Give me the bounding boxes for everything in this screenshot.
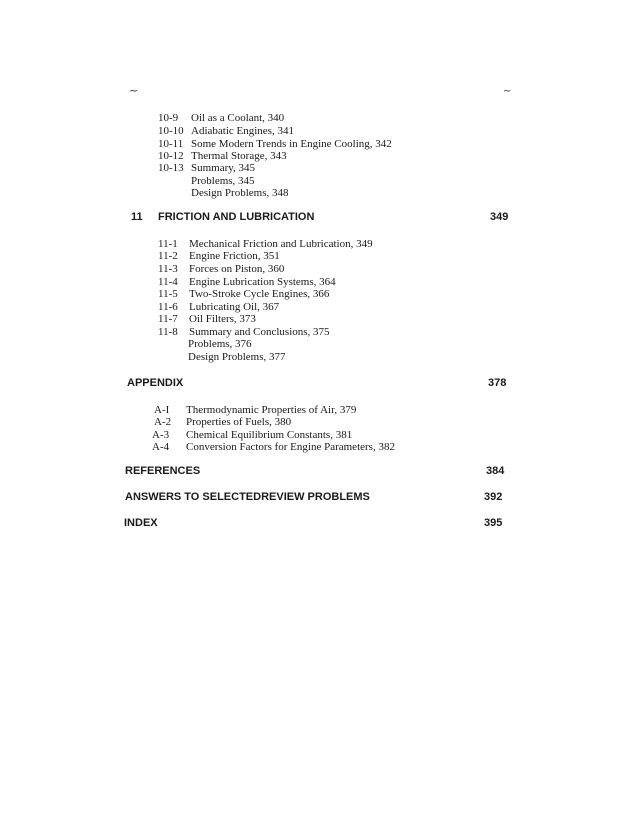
answers-heading: ANSWERS TO SELECTEDREVIEW PROBLEMS <box>125 491 370 503</box>
entry-title: Summary and Conclusions, 375 <box>189 326 330 338</box>
entry-title: Lubricating Oil, 367 <box>189 301 280 313</box>
entry-title: Mechanical Friction and Lubrication, 349 <box>189 238 373 250</box>
answers-page: 392 <box>484 491 503 503</box>
left-tilde-mark: ~ <box>129 84 139 97</box>
appendix-page: 378 <box>488 377 507 389</box>
problems-entry: Problems, 376 <box>188 338 252 350</box>
entry-title: Oil as a Coolant, 340 <box>191 112 285 124</box>
entry-title: Some Modern Trends in Engine Cooling, 342 <box>191 138 392 150</box>
index-heading: INDEX <box>124 517 158 529</box>
references-page: 384 <box>486 465 505 477</box>
entry-number: 10-9 <box>158 112 179 124</box>
entry-number: 11-4 <box>158 276 178 288</box>
entry-number: A-3 <box>152 429 170 441</box>
entry-number: 10-12 <box>158 150 184 162</box>
entry-title: Two-Stroke Cycle Engines, 366 <box>189 288 330 300</box>
entry-title: Thermal Storage, 343 <box>191 150 287 162</box>
references-heading: REFERENCES <box>125 465 201 477</box>
appendix-heading: APPENDIX <box>127 377 184 389</box>
entry-number: 11-6 <box>158 301 178 313</box>
chapter-11-title: FRICTION AND LUBRICATION <box>158 211 315 223</box>
problems-entry: Problems, 345 <box>191 175 255 187</box>
design-problems-entry: Design Problems, 377 <box>188 351 286 363</box>
entry-title: Summary, 345 <box>191 162 256 174</box>
entry-number: 10-13 <box>158 162 184 174</box>
entry-title: Chemical Equilibrium Constants, 381 <box>186 429 353 441</box>
entry-title: Oil Filters, 373 <box>189 313 256 325</box>
entry-number: 10-10 <box>158 125 184 137</box>
entry-number: 11-8 <box>158 326 178 338</box>
entry-number: 11-1 <box>158 238 178 250</box>
entry-title: Engine Friction, 351 <box>189 250 280 262</box>
entry-title: Conversion Factors for Engine Parameters, 382 <box>186 441 395 453</box>
right-tilde-mark: ~ <box>503 86 512 97</box>
chapter-11-page: 349 <box>490 211 509 223</box>
entry-title: Properties of Fuels, 380 <box>186 416 292 428</box>
entry-number: A-I <box>154 404 170 416</box>
index-page: 395 <box>484 517 503 529</box>
entry-number: 11-3 <box>158 263 178 275</box>
entry-title: Forces on Piston, 360 <box>189 263 285 275</box>
entry-number: 11-5 <box>158 288 178 300</box>
entry-number: A-4 <box>152 441 170 453</box>
entry-number: A-2 <box>154 416 172 428</box>
entry-title: Adiabatic Engines, 341 <box>191 125 294 137</box>
entry-title: Thermodynamic Properties of Air, 379 <box>186 404 357 416</box>
entry-number: 10-11 <box>158 138 184 150</box>
design-problems-entry: Design Problems, 348 <box>191 187 289 199</box>
chapter-11-number: 11 <box>131 211 143 223</box>
entry-number: 11-2 <box>158 250 178 262</box>
entry-title: Engine Lubrication Systems, 364 <box>189 276 336 288</box>
entry-number: 11-7 <box>158 313 178 325</box>
